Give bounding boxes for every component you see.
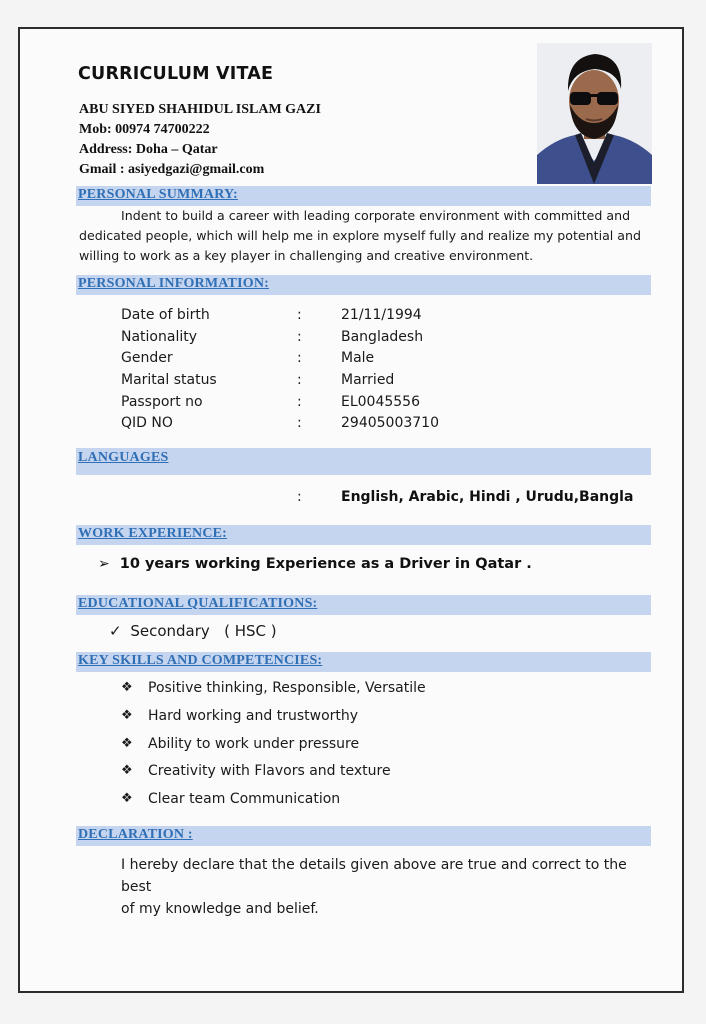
info-row-dob <box>121 307 641 327</box>
info-row-qid <box>121 415 641 435</box>
summary-line-2: dedicated people, which will help me in explore myself fully and realize my potential and <box>79 228 642 243</box>
check-icon: ✓ <box>109 622 122 640</box>
education-item <box>109 622 277 640</box>
skill-text: Positive thinking, Responsible, Versatile <box>148 680 426 696</box>
summary-line-3: willing to work as a key player in challenging and creative environment. <box>79 248 534 263</box>
skill-text: Clear team Communication <box>148 791 341 807</box>
summary-line-1: Indent to build a career with leading corporate environment with committed and <box>121 208 631 223</box>
info-value: 29405003710 <box>341 415 439 431</box>
info-value: Male <box>341 350 375 366</box>
skill-text: Hard working and trustworthy <box>148 708 359 724</box>
languages-value: English, Arabic, Hindi , Urudu,Bangla <box>341 489 634 505</box>
info-colon: : <box>297 350 302 366</box>
languages-colon: : <box>297 489 302 505</box>
info-label: Nationality <box>121 329 198 345</box>
work-text: 10 years working Experience as a Driver in Qatar . <box>119 556 532 572</box>
mobile-number: Mob: 00974 74700222 <box>79 122 210 137</box>
skill-text: Ability to work under pressure <box>148 736 360 752</box>
declaration-line-1: I hereby declare that the details given above are true and correct to the best <box>121 857 627 895</box>
declaration-text <box>121 854 641 920</box>
info-value: 21/11/1994 <box>341 307 422 323</box>
info-row-marital-status <box>121 372 641 392</box>
info-label: Marital status <box>121 372 217 388</box>
diamond-bullet-icon: ❖ <box>121 708 133 723</box>
email-address: Gmail : asiyedgazi@gmail.com <box>79 162 265 177</box>
skill-text: Creativity with Flavors and texture <box>148 763 391 779</box>
work-item <box>98 555 532 573</box>
diamond-bullet-icon: ❖ <box>121 791 133 806</box>
section-title-summary: PERSONAL SUMMARY: <box>78 187 238 202</box>
info-row-gender <box>121 350 641 370</box>
info-row-nationality <box>121 329 641 349</box>
personal-summary <box>79 206 650 266</box>
declaration-line-2: of my knowledge and belief. <box>121 901 319 917</box>
section-title-skills: KEY SKILLS AND COMPETENCIES: <box>78 653 323 668</box>
section-title-work: WORK EXPERIENCE: <box>78 526 228 541</box>
info-colon: : <box>297 307 302 323</box>
info-value: Married <box>341 372 395 388</box>
section-title-declaration: DECLARATION : <box>78 827 193 842</box>
info-value: Bangladesh <box>341 329 424 345</box>
info-label: QID NO <box>121 415 173 431</box>
candidate-name: ABU SIYED SHAHIDUL ISLAM GAZI <box>79 102 321 117</box>
education-text: Secondary ( HSC ) <box>130 622 277 640</box>
section-title-education: EDUCATIONAL QUALIFICATIONS: <box>78 596 318 611</box>
languages-row <box>121 489 641 509</box>
info-value: EL0045556 <box>341 394 420 410</box>
address: Address: Doha – Qatar <box>79 142 218 157</box>
diamond-bullet-icon: ❖ <box>121 763 133 778</box>
info-label: Date of birth <box>121 307 210 323</box>
document-title: CURRICULUM VITAE <box>78 64 274 84</box>
arrow-bullet-icon: ➢ <box>98 556 110 572</box>
info-row-passport <box>121 394 641 414</box>
section-title-info: PERSONAL INFORMATION: <box>78 276 270 291</box>
diamond-bullet-icon: ❖ <box>121 680 133 695</box>
section-title-languages: LANGUAGES <box>78 450 169 465</box>
info-colon: : <box>297 329 302 345</box>
info-colon: : <box>297 415 302 431</box>
profile-photo <box>537 43 652 184</box>
info-label: Passport no <box>121 394 203 410</box>
diamond-bullet-icon: ❖ <box>121 736 133 751</box>
info-label: Gender <box>121 350 173 366</box>
info-colon: : <box>297 394 302 410</box>
info-colon: : <box>297 372 302 388</box>
